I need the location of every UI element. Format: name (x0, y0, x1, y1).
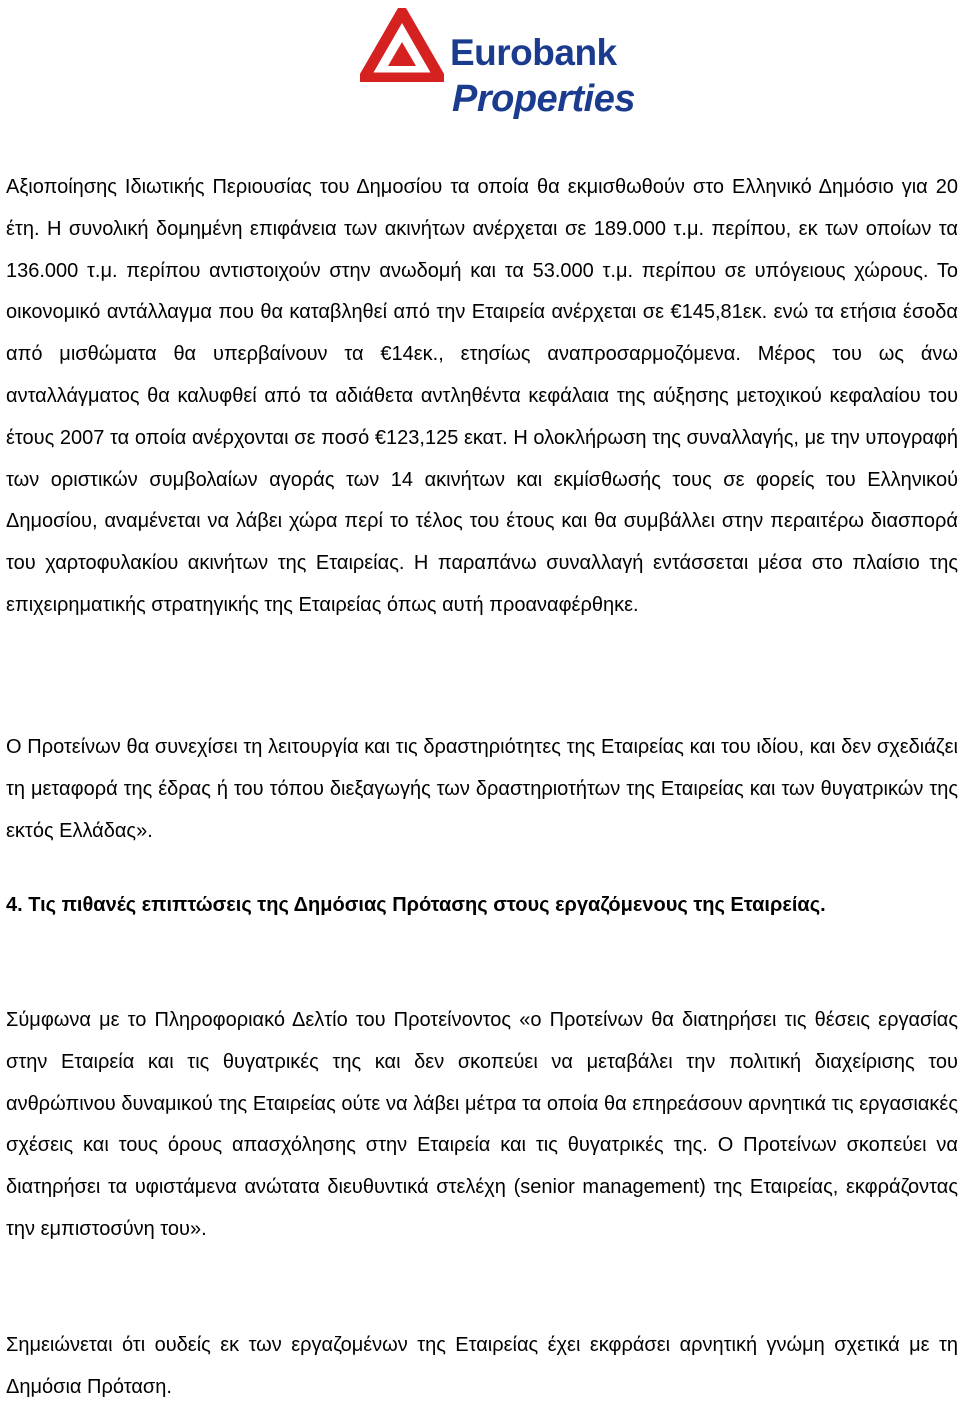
logo-subtitle: Properties (452, 78, 635, 120)
section-heading: 4. Τις πιθανές επιπτώσεις της Δημόσιας Πρότασης στους εργαζόμενους της Εταιρείας. (6, 894, 826, 916)
paragraph-acquisition: Αξιοποίησης Ιδιωτικής Περιουσίας του Δημοσίου τα οποία θα εκμισθωθούν στο Ελληνικό Δημόσιο για 20 έτη. Η συνολική δομημένη επιφάνεια των ακινήτων ανέρχεται σε 189.000 τ.μ. περίπου, εκ των οποίων τα 136.000 τ.μ. περίπου αντιστοιχούν στην ανωδομή και τα 53.000 τ.μ. περίπου σε υπόγειους χώρους. Το οικονομικό αντάλλαγμα που θα καταβληθεί από την Εταιρεία ανέρχεται σε €145,81εκ. ενώ τα ετήσια έσοδα από μισθώματα θα υπερβαίνουν τα €14εκ., ετησίως αναπροσαρμοζόμενα. Μέρος του ως άνω ανταλλάγματος θα καλυφθεί από τα αδιάθετα αντληθέντα κεφάλαια της αύξησης μετοχικού κεφαλαίου του έτους 2007 τα οποία ανέρχονται σε ποσό €123,125 εκατ. Η ολοκλήρωση της συναλλαγής, με την υπογραφή των οριστικών συμβολαίων αγοράς των 14 ακινήτων και εκμίσθωσής τους σε φορείς του Ελληνικού Δημοσίου, αναμένεται να λάβει χώρα περί το τέλος του έτους και θα συμβάλλει στην περαιτέρω διασπορά του χαρτοφυλακίου ακινήτων της Εταιρείας. Η παραπάνω συναλλαγή εντάσσεται μέσα στο πλαίσιο της επιχειρηματικής στρατηγικής της Εταιρείας όπως αυτή προαναφέρθηκε. (6, 176, 958, 616)
paragraph-employee-opinion: Σημειώνεται ότι ουδείς εκ των εργαζομένων της Εταιρείας έχει εκφράσει αρνητική γνώμη σχετικά με τη Δημόσια Πρόταση. (6, 1334, 958, 1398)
logo-wordmark: Eurobank (450, 32, 617, 73)
company-logo (354, 6, 635, 124)
paragraph-operations: Ο Προτείνων θα συνεχίσει τη λειτουργία και τις δραστηριότητες της Εταιρείας και του ιδίου, και δεν σχεδιάζει τη μεταφορά της έδρας ή του τόπου διεξαγωγής των δραστηριοτήτων της Εταιρείας και των θυγατρικών της εκτός Ελλάδας». (6, 736, 958, 842)
eurobank-logo-mark-icon (360, 8, 444, 82)
paragraph-employees: Σύμφωνα με το Πληροφοριακό Δελτίο του Προτείνοντος «ο Προτείνων θα διατηρήσει τις θέσεις εργασίας στην Εταιρεία και τις θυγατρικές της και δεν σκοπεύει να μεταβάλει την πολιτική διαχείρισης του ανθρώπινου δυναμικού της Εταιρείας ούτε να λάβει μέτρα τα οποία θα επηρεάσουν αρνητικά τις εργασιακές σχέσεις και τους όρους απασχόλησης στην Εταιρεία και τις θυγατρικές της. Ο Προτείνων σκοπεύει να διατηρήσει τα υφιστάμενα ανώτατα διευθυντικά στελέχη (senior management) της Εταιρείας, εκφράζοντας την εμπιστοσύνη του». (6, 1009, 958, 1240)
